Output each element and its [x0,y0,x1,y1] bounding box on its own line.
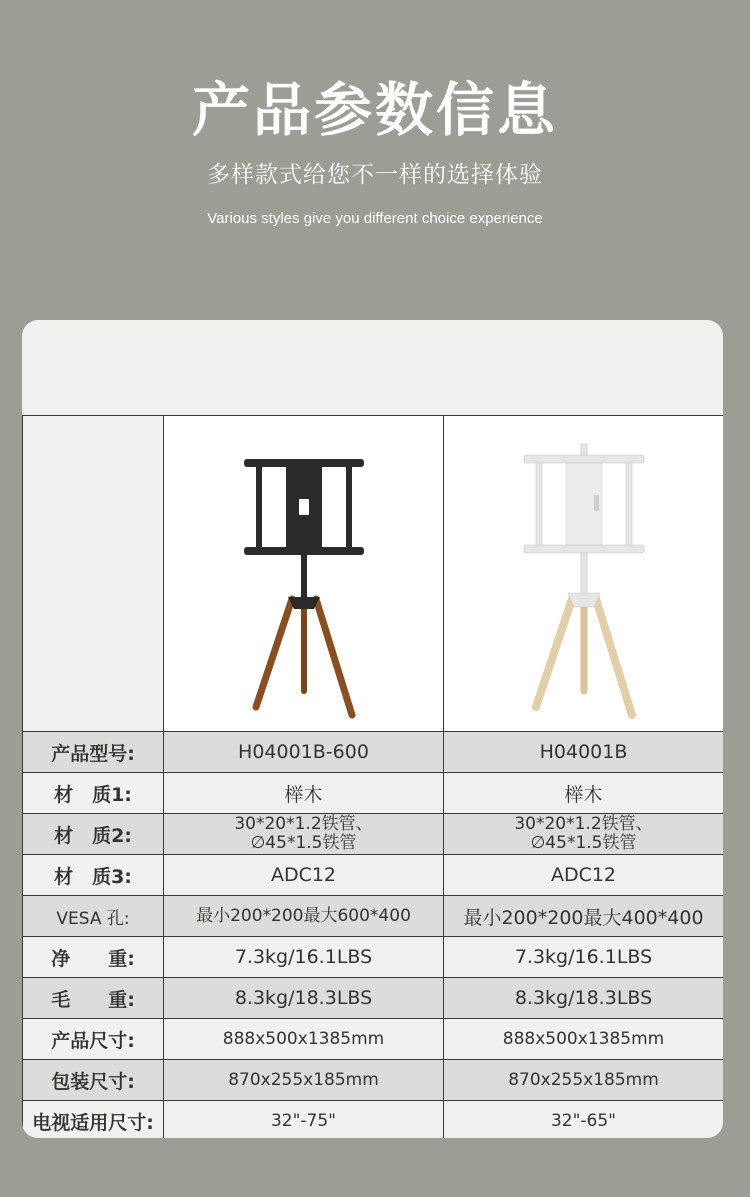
product-image-row [23,416,724,732]
product-image-black [164,416,444,732]
value-tv-size-a: 32"-75" [164,1101,444,1139]
label-gross-weight: 毛 重: [23,978,164,1019]
value-material-1-a: 榉木 [164,773,444,814]
page-header [0,0,750,320]
value-material-2-a [164,814,444,855]
value-package-size-a: 870x255x185mm [164,1060,444,1101]
value-gross-weight-a: 8.3kg/18.3LBS [164,978,444,1019]
value-material-2-b [444,814,724,855]
label-package-size: 包装尺寸: [23,1060,164,1101]
value-material-3-b: ADC12 [444,855,724,896]
value-vesa-a: 最小200*200最大600*400 [164,896,444,937]
page-title: 产品参数信息 [191,76,558,144]
label-material-3: 材 质3: [23,855,164,896]
label-product-size: 产品尺寸: [23,1019,164,1060]
label-tv-size: 电视适用尺寸: [23,1101,164,1139]
value-tv-size-b: 32"-65" [444,1101,724,1139]
label-model: 产品型号: [23,732,164,773]
row-model [23,732,724,773]
row-package-size [23,1060,724,1101]
label-net-weight: 净 重: [23,937,164,978]
value-material-3-a: ADC12 [164,855,444,896]
row-net-weight [23,937,724,978]
value-material-2-b-line2: ∅45*1.5铁管 [530,833,637,853]
spec-table [22,415,723,1138]
value-net-weight-a: 7.3kg/16.1LBS [164,937,444,978]
product-image-white [444,416,724,732]
row-tv-size [23,1101,724,1139]
image-row-label-cell [23,416,164,732]
label-material-1: 材 质1: [23,773,164,814]
spec-card [22,320,723,1138]
value-package-size-b: 870x255x185mm [444,1060,724,1101]
row-material-3 [23,855,724,896]
value-net-weight-b: 7.3kg/16.1LBS [444,937,724,978]
value-material-1-b: 榉木 [444,773,724,814]
value-product-size-a: 888x500x1385mm [164,1019,444,1060]
black-stand-image [204,429,404,719]
page-subtitle-english: Various styles give you different choice experience [207,210,543,227]
label-vesa: VESA 孔: [23,896,164,937]
row-material-1 [23,773,724,814]
page-subtitle: 多样款式给您不一样的选择体验 [207,162,543,188]
row-product-size [23,1019,724,1060]
value-model-a: H04001B-600 [164,732,444,773]
value-vesa-b: 最小200*200最大400*400 [444,896,724,937]
value-gross-weight-b: 8.3kg/18.3LBS [444,978,724,1019]
value-product-size-b: 888x500x1385mm [444,1019,724,1060]
value-material-2-a-line2: ∅45*1.5铁管 [250,833,357,853]
value-material-2-a-line1: 30*20*1.2铁管、 [234,814,373,834]
row-vesa [23,896,724,937]
value-material-2-b-line1: 30*20*1.2铁管、 [514,814,653,834]
white-stand-image [484,429,684,719]
row-gross-weight [23,978,724,1019]
value-model-b: H04001B [444,732,724,773]
row-material-2 [23,814,724,855]
label-material-2: 材 质2: [23,814,164,855]
